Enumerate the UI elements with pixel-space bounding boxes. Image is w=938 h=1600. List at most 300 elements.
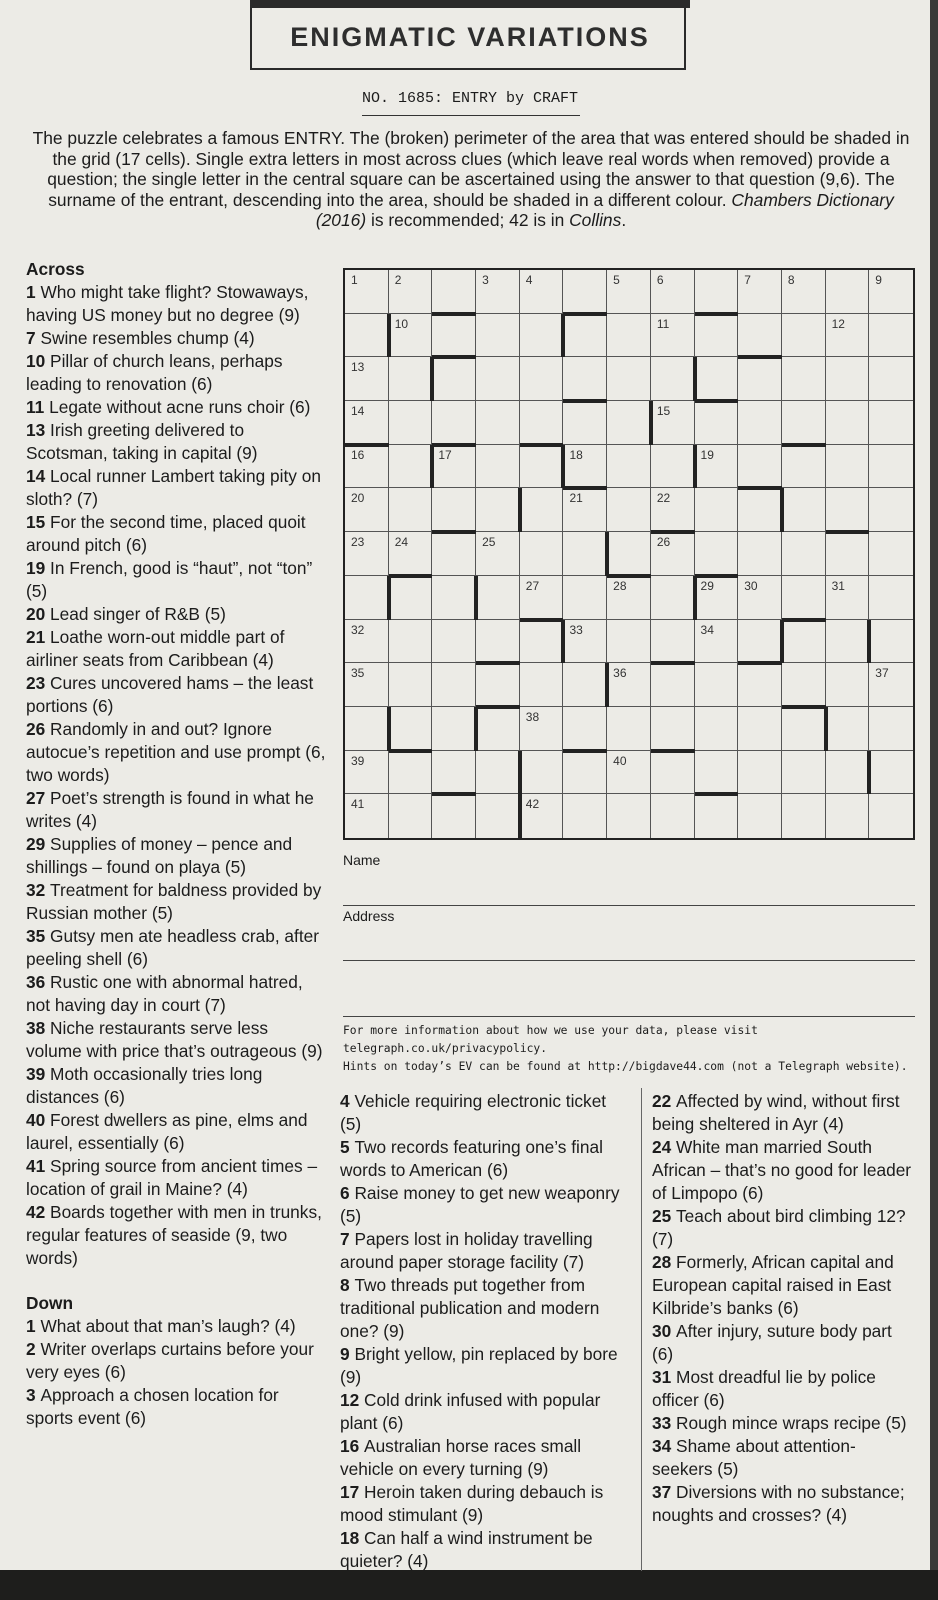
grid-cell[interactable]: [345, 794, 389, 838]
clue-item: [26, 557, 326, 603]
grid-cell[interactable]: [695, 532, 739, 576]
grid-clue-number: 18: [569, 447, 583, 462]
grid-cell[interactable]: [520, 576, 564, 620]
grid-cell[interactable]: [563, 663, 607, 707]
grid-cell[interactable]: [389, 270, 433, 314]
clue-text: Swine resembles chump (4): [40, 328, 255, 348]
clue-number: 1: [26, 1316, 36, 1336]
grid-bar: [693, 357, 697, 401]
grid-cell[interactable]: [607, 794, 651, 838]
grid-cell[interactable]: [432, 794, 476, 838]
clue-item: [26, 1338, 326, 1384]
clue-text: Can half a wind instrument be quieter? (4): [340, 1528, 593, 1571]
grid-bar: [695, 792, 739, 796]
down-heading: Down: [26, 1293, 74, 1313]
grid-cell[interactable]: [476, 445, 520, 489]
grid-cell[interactable]: [389, 751, 433, 795]
grid-cell[interactable]: [826, 532, 870, 576]
clue-number: 10: [26, 351, 46, 371]
clue-number: 40: [26, 1110, 46, 1130]
grid-cell[interactable]: [389, 620, 433, 664]
grid-cell[interactable]: [520, 532, 564, 576]
grid-cell[interactable]: [432, 576, 476, 620]
grid-cell[interactable]: [563, 445, 607, 489]
grid-bar: [387, 576, 391, 620]
grid-clue-number: 27: [525, 578, 540, 593]
grid-cell[interactable]: [738, 270, 782, 314]
grid-cell[interactable]: [738, 707, 782, 751]
grid-cell[interactable]: [826, 707, 870, 751]
grid-cell[interactable]: [869, 751, 913, 795]
clue-number: 21: [26, 627, 46, 647]
clue-item: [340, 1481, 630, 1527]
grid-cell[interactable]: [476, 576, 520, 620]
clue-item: [26, 925, 326, 971]
grid-cell[interactable]: [607, 707, 651, 751]
grid-cell[interactable]: [695, 401, 739, 445]
grid-cell[interactable]: [389, 707, 433, 751]
grid-cell[interactable]: [563, 707, 607, 751]
grid-cell[interactable]: [651, 401, 695, 445]
clue-text: Approach a chosen location for sports event (6): [26, 1385, 279, 1428]
grid-clue-number: 42: [525, 797, 540, 812]
clue-item: [26, 672, 326, 718]
grid-cell[interactable]: [782, 357, 826, 401]
clue-number: 11: [26, 397, 45, 417]
grid-cell[interactable]: [607, 314, 651, 358]
grid-cell[interactable]: [651, 751, 695, 795]
clue-text: Two threads put together from traditional publication and modern one? (9): [340, 1275, 600, 1341]
grid-cell[interactable]: [476, 488, 520, 532]
grid-cell[interactable]: [432, 445, 476, 489]
clue-number: 2: [26, 1339, 36, 1359]
grid-bar: [561, 445, 565, 489]
grid-cell[interactable]: [520, 794, 564, 838]
grid-cell[interactable]: [695, 314, 739, 358]
grid-cell[interactable]: [738, 488, 782, 532]
grid-cell[interactable]: [869, 314, 913, 358]
grid-cell[interactable]: [607, 270, 651, 314]
grid-cell[interactable]: [695, 620, 739, 664]
grid-bar: [345, 443, 389, 447]
grid-cell[interactable]: [520, 357, 564, 401]
grid-cell[interactable]: [345, 314, 389, 358]
grid-cell[interactable]: [826, 314, 870, 358]
grid-cell[interactable]: [826, 401, 870, 445]
clue-number: 24: [652, 1137, 672, 1157]
grid-cell[interactable]: [782, 663, 826, 707]
grid-cell[interactable]: [607, 401, 651, 445]
grid-cell[interactable]: [782, 794, 826, 838]
clue-text: Irish greeting delivered to Scotsman, taking in capital (9): [26, 420, 258, 463]
grid-cell[interactable]: [738, 751, 782, 795]
grid-cell[interactable]: [389, 576, 433, 620]
page-bottom-edge: [0, 1570, 938, 1600]
grid-cell[interactable]: [695, 794, 739, 838]
grid-cell[interactable]: [563, 401, 607, 445]
grid-cell[interactable]: [432, 620, 476, 664]
hints-line: Hints on today’s EV can be found at http://bigdave44.com (not a Telegraph website).: [343, 1060, 908, 1073]
grid-cell[interactable]: [345, 270, 389, 314]
grid-bar: [651, 749, 695, 753]
grid-cell[interactable]: [345, 488, 389, 532]
grid-cell[interactable]: [520, 707, 564, 751]
clue-number: 19: [26, 558, 46, 578]
grid-cell[interactable]: [476, 532, 520, 576]
grid-cell[interactable]: [651, 357, 695, 401]
grid-cell[interactable]: [869, 620, 913, 664]
grid-cell[interactable]: [607, 620, 651, 664]
grid-cell[interactable]: [607, 532, 651, 576]
grid-bar: [782, 705, 826, 709]
clue-item: [26, 879, 326, 925]
grid-bar: [695, 574, 739, 578]
grid-cell[interactable]: [389, 663, 433, 707]
grid-bar: [693, 576, 697, 620]
clue-text: For the second time, placed quoit around pitch (6): [26, 512, 306, 555]
grid-cell[interactable]: [476, 794, 520, 838]
clue-item: [26, 1201, 326, 1270]
grid-cell[interactable]: [563, 357, 607, 401]
grid-bar: [563, 399, 607, 403]
puzzle-number-underline: [362, 115, 580, 116]
grid-bar: [430, 445, 434, 489]
grid-cell[interactable]: [782, 707, 826, 751]
grid-cell[interactable]: [520, 445, 564, 489]
grid-cell[interactable]: [869, 576, 913, 620]
grid-cell[interactable]: [607, 751, 651, 795]
grid-cell[interactable]: [695, 707, 739, 751]
grid-bar: [824, 707, 828, 751]
grid-cell[interactable]: [476, 314, 520, 358]
grid-cell[interactable]: [782, 532, 826, 576]
grid-cell[interactable]: [345, 401, 389, 445]
grid-cell[interactable]: [607, 576, 651, 620]
grid-cell[interactable]: [826, 270, 870, 314]
grid-cell[interactable]: [782, 488, 826, 532]
grid-cell[interactable]: [432, 663, 476, 707]
grid-bar: [780, 620, 784, 664]
clues-column-mid: [340, 1090, 630, 1573]
clue-text: Shame about attention-seekers (5): [652, 1436, 856, 1479]
clue-number: 41: [26, 1156, 46, 1176]
clue-item: [26, 603, 326, 626]
grid-cell[interactable]: [389, 401, 433, 445]
grid-bar: [474, 576, 478, 620]
grid-cell[interactable]: [432, 532, 476, 576]
grid-cell[interactable]: [520, 620, 564, 664]
grid-cell[interactable]: [782, 751, 826, 795]
clue-item: [652, 1205, 912, 1251]
grid-cell[interactable]: [695, 445, 739, 489]
grid-cell[interactable]: [389, 488, 433, 532]
grid-cell[interactable]: [695, 576, 739, 620]
clue-item: [26, 1315, 326, 1338]
clue-text: Rough mince wraps recipe (5): [676, 1413, 907, 1433]
grid-cell[interactable]: [826, 620, 870, 664]
clues-column-right: [652, 1090, 912, 1527]
grid-clue-number: 28: [613, 578, 627, 593]
grid-bar: [649, 401, 653, 445]
grid-bar: [563, 312, 607, 316]
grid-cell[interactable]: [651, 314, 695, 358]
grid-cell[interactable]: [826, 663, 870, 707]
grid-bar: [430, 357, 434, 401]
grid-cell[interactable]: [389, 794, 433, 838]
grid-cell[interactable]: [826, 794, 870, 838]
grid-cell[interactable]: [520, 751, 564, 795]
grid-bar: [867, 751, 871, 795]
grid-cell[interactable]: [782, 401, 826, 445]
grid-clue-number: 17: [438, 447, 452, 462]
grid-clue-number: 8: [787, 273, 795, 287]
grid-cell[interactable]: [563, 794, 607, 838]
grid-bar: [561, 314, 565, 358]
grid-cell[interactable]: [520, 663, 564, 707]
grid-cell[interactable]: [738, 794, 782, 838]
name-field[interactable]: [343, 905, 915, 906]
grid-cell[interactable]: [345, 663, 389, 707]
grid-clue-number: 21: [569, 491, 583, 506]
grid-cell[interactable]: [563, 270, 607, 314]
address-label: Address: [343, 908, 395, 924]
grid-cell[interactable]: [869, 401, 913, 445]
clue-item: [26, 1017, 326, 1063]
grid-cell[interactable]: [432, 270, 476, 314]
grid-cell[interactable]: [476, 663, 520, 707]
grid-cell[interactable]: [738, 401, 782, 445]
grid-cell[interactable]: [869, 663, 913, 707]
grid-cell[interactable]: [563, 488, 607, 532]
grid-cell[interactable]: [520, 401, 564, 445]
grid-cell[interactable]: [563, 576, 607, 620]
grid-cell[interactable]: [695, 663, 739, 707]
grid-cell[interactable]: [563, 314, 607, 358]
down-clue-list-right: [652, 1090, 912, 1527]
grid-cell[interactable]: [651, 663, 695, 707]
grid-cell[interactable]: [826, 357, 870, 401]
grid-cell[interactable]: [476, 751, 520, 795]
clue-text: Poet’s strength is found in what he writes (4): [26, 788, 314, 831]
grid-cell[interactable]: [432, 751, 476, 795]
clue-text: Writer overlaps curtains before your very eyes (6): [26, 1339, 314, 1382]
grid-cell[interactable]: [651, 270, 695, 314]
clue-text: Moth occasionally tries long distances (6): [26, 1064, 263, 1107]
grid-bar: [605, 663, 609, 707]
grid-cell[interactable]: [476, 270, 520, 314]
grid-cell[interactable]: [651, 576, 695, 620]
grid-cell[interactable]: [826, 445, 870, 489]
grid-cell[interactable]: [738, 663, 782, 707]
clue-item: [652, 1320, 912, 1366]
grid-cell[interactable]: [738, 532, 782, 576]
grid-cell[interactable]: [651, 532, 695, 576]
grid-cell[interactable]: [738, 445, 782, 489]
clue-number: 28: [652, 1252, 672, 1272]
grid-cell[interactable]: [520, 488, 564, 532]
grid-bar: [561, 620, 565, 664]
grid-cell[interactable]: [869, 532, 913, 576]
clue-text: Forest dwellers as pine, elms and laurel, essentially (6): [26, 1110, 308, 1153]
clue-number: 42: [26, 1202, 46, 1222]
clue-item: [340, 1274, 630, 1343]
grid-cell[interactable]: [695, 357, 739, 401]
grid-clue-number: 34: [700, 622, 714, 637]
grid-cell[interactable]: [345, 707, 389, 751]
grid-cell[interactable]: [563, 751, 607, 795]
grid-cell[interactable]: [476, 401, 520, 445]
clue-number: 13: [26, 420, 46, 440]
grid-cell[interactable]: [782, 620, 826, 664]
grid-bar: [520, 618, 564, 622]
clue-text: Pillar of church leans, perhaps leading to renovation (6): [26, 351, 283, 394]
grid-cell[interactable]: [432, 357, 476, 401]
clue-text: Randomly in and out? Ignore autocue’s repetition and use prompt (6, two words): [26, 719, 326, 785]
grid-cell[interactable]: [389, 445, 433, 489]
clue-text: Affected by wind, without first being sheltered in Ayr (4): [652, 1091, 900, 1134]
address-field[interactable]: [343, 960, 915, 961]
clue-number: 22: [652, 1091, 672, 1111]
grid-cell[interactable]: [607, 357, 651, 401]
grid-clue-number: 35: [351, 666, 365, 681]
grid-cell[interactable]: [432, 314, 476, 358]
clue-text: Cold drink infused with popular plant (6): [340, 1390, 601, 1433]
across-clue-list: [26, 281, 326, 1270]
column-divider: [641, 1088, 642, 1571]
grid-clue-number: 24: [394, 535, 409, 550]
grid-cell[interactable]: [389, 314, 433, 358]
grid-bar: [432, 792, 476, 796]
grid-cell[interactable]: [345, 576, 389, 620]
grid-cell[interactable]: [389, 357, 433, 401]
address-field-line-2[interactable]: [343, 1016, 915, 1017]
clue-text: What about that man’s laugh? (4): [40, 1316, 296, 1336]
grid-cell[interactable]: [345, 445, 389, 489]
grid-bar: [651, 661, 695, 665]
clue-item: [26, 787, 326, 833]
clue-text: Papers lost in holiday travelling around paper storage facility (7): [340, 1229, 593, 1272]
clue-item: [340, 1389, 630, 1435]
grid-cell[interactable]: [738, 357, 782, 401]
grid-cell[interactable]: [651, 707, 695, 751]
grid-cell[interactable]: [563, 532, 607, 576]
clue-item: [652, 1366, 912, 1412]
grid-clue-number: 22: [656, 491, 671, 506]
clue-item: [26, 1063, 326, 1109]
grid-cell[interactable]: [738, 620, 782, 664]
grid-cell[interactable]: [563, 620, 607, 664]
grid-cell[interactable]: [826, 576, 870, 620]
grid-cell[interactable]: [432, 488, 476, 532]
grid-cell[interactable]: [651, 794, 695, 838]
crossword-grid[interactable]: [343, 268, 915, 840]
grid-cell[interactable]: [826, 488, 870, 532]
clue-item: [26, 327, 326, 350]
grid-bar: [474, 707, 478, 751]
grid-cell[interactable]: [520, 270, 564, 314]
grid-cell[interactable]: [869, 707, 913, 751]
clues-column-left: [26, 258, 326, 1430]
grid-cell[interactable]: [432, 707, 476, 751]
grid-cell[interactable]: [651, 488, 695, 532]
grid-cell[interactable]: [869, 488, 913, 532]
clue-number: 6: [340, 1183, 350, 1203]
grid-cell[interactable]: [389, 532, 433, 576]
grid-cell[interactable]: [520, 314, 564, 358]
clue-text: Most dreadful lie by police officer (6): [652, 1367, 876, 1410]
clue-text: Niche restaurants serve less volume with price that’s outrageous (9): [26, 1018, 323, 1061]
clue-number: 7: [26, 328, 36, 348]
grid-cell[interactable]: [695, 270, 739, 314]
clue-number: 5: [340, 1137, 350, 1157]
grid-clue-number: 41: [351, 797, 365, 812]
grid-bar: [432, 530, 476, 534]
grid-cell[interactable]: [651, 620, 695, 664]
grid-cell[interactable]: [607, 663, 651, 707]
grid-cell[interactable]: [695, 488, 739, 532]
page-edge-shadow: [930, 0, 938, 1600]
grid-cell[interactable]: [432, 401, 476, 445]
grid-cell[interactable]: [782, 445, 826, 489]
grid-cell[interactable]: [738, 576, 782, 620]
clue-number: 1: [26, 282, 36, 302]
grid-bar: [518, 488, 522, 532]
grid-cell[interactable]: [782, 576, 826, 620]
grid-cell[interactable]: [782, 314, 826, 358]
grid-clue-number: 38: [525, 709, 540, 724]
grid-cell[interactable]: [782, 270, 826, 314]
grid-cell[interactable]: [869, 270, 913, 314]
grid-cell[interactable]: [869, 357, 913, 401]
clue-item: [26, 1155, 326, 1201]
clue-text: Australian horse races small vehicle on every turning (9): [340, 1436, 582, 1479]
grid-cell[interactable]: [476, 357, 520, 401]
grid-cell[interactable]: [476, 707, 520, 751]
grid-bar: [605, 532, 609, 576]
clue-number: 39: [26, 1064, 46, 1084]
clue-item: [652, 1481, 912, 1527]
grid-cell[interactable]: [345, 751, 389, 795]
grid-cell[interactable]: [695, 751, 739, 795]
clue-item: [652, 1435, 912, 1481]
grid-cell[interactable]: [345, 357, 389, 401]
grid-cell[interactable]: [651, 445, 695, 489]
grid-cell[interactable]: [476, 620, 520, 664]
grid-clue-number: 7: [744, 273, 751, 287]
grid-bar: [389, 749, 433, 753]
puzzle-title: ENIGMATIC VARIATIONS: [290, 22, 650, 52]
clue-text: Rustic one with abnormal hatred, not having day in court (7): [26, 972, 303, 1015]
clue-text: In French, good is “haut”, not “ton” (5): [26, 558, 313, 601]
grid-cell[interactable]: [738, 314, 782, 358]
grid-cell[interactable]: [345, 532, 389, 576]
down-clue-list-left: [26, 1315, 326, 1430]
grid-bar: [695, 312, 739, 316]
grid-cell[interactable]: [607, 445, 651, 489]
grid-bar: [693, 445, 697, 489]
grid-cell[interactable]: [869, 794, 913, 838]
grid-cell[interactable]: [607, 488, 651, 532]
grid-cell[interactable]: [345, 620, 389, 664]
grid-bar: [782, 443, 826, 447]
grid-cell[interactable]: [869, 445, 913, 489]
clue-text: Lead singer of R&B (5): [50, 604, 226, 624]
across-heading: Across: [26, 259, 85, 279]
grid-bar: [518, 751, 522, 795]
grid-cell[interactable]: [826, 751, 870, 795]
grid-bar: [432, 443, 476, 447]
clue-number: 31: [652, 1367, 672, 1387]
